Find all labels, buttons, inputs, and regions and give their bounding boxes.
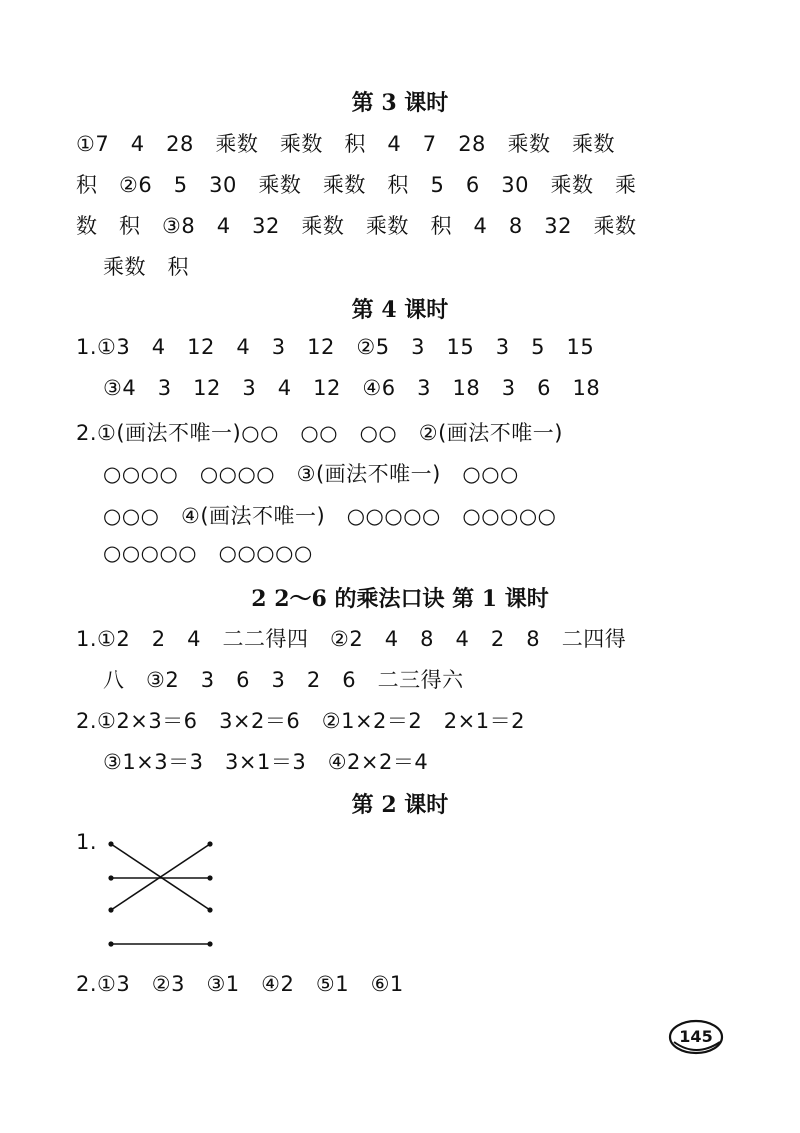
- answer-line: 乘数 积: [103, 255, 190, 279]
- answer-line: ③4 3 12 3 4 12 ④6 3 18 3 6 18: [103, 376, 601, 400]
- answer-line: 2.①2×3＝6 3×2＝6 ②1×2＝2 2×1＝2: [76, 709, 525, 733]
- answer-line: 2.①(画法不唯一)○○ ○○ ○○ ②(画法不唯一): [76, 421, 563, 445]
- section-heading-lesson-4: 第 4 课时: [351, 297, 449, 323]
- match-dot: [108, 907, 113, 912]
- answer-line: 1.①2 2 4 二二得四 ②2 4 8 4 2 8 二四得: [76, 627, 627, 651]
- match-dot: [207, 941, 212, 946]
- page-number-badge: [668, 1018, 724, 1056]
- matching-lines-diagram: [100, 832, 220, 957]
- answer-line: 数 积 ③8 4 32 乘数 乘数 积 4 8 32 乘数: [76, 214, 637, 238]
- answer-line: 2.①3 ②3 ③1 ④2 ⑤1 ⑥1: [76, 972, 404, 996]
- question-number: 1.: [76, 830, 98, 854]
- answer-line: 积 ②6 5 30 乘数 乘数 积 5 6 30 乘数 乘: [76, 173, 637, 197]
- section-heading-lesson-3: 第 3 课时: [351, 90, 449, 116]
- answer-line: ○○○○ ○○○○ ③(画法不唯一) ○○○: [103, 462, 519, 486]
- answer-line: ①7 4 28 乘数 乘数 积 4 7 28 乘数 乘数: [76, 132, 615, 156]
- answer-line: ○○○ ④(画法不唯一) ○○○○○ ○○○○○: [103, 504, 557, 528]
- answer-line: 八 ③2 3 6 3 2 6 二三得六: [103, 668, 464, 692]
- match-dot: [207, 907, 212, 912]
- match-dot: [108, 841, 113, 846]
- match-dot: [207, 841, 212, 846]
- answer-line: 1.①3 4 12 4 3 12 ②5 3 15 3 5 15: [76, 335, 595, 359]
- answer-line: ③1×3＝3 3×1＝3 ④2×2＝4: [103, 750, 429, 774]
- match-dot: [108, 875, 113, 880]
- section-heading-lesson-2: 第 2 课时: [351, 792, 449, 818]
- section-heading-unit-2-lesson-1: 2 2～6 的乘法口诀 第 1 课时: [251, 586, 549, 612]
- match-dot: [108, 941, 113, 946]
- match-dot: [207, 875, 212, 880]
- answer-line: ○○○○○ ○○○○○: [103, 541, 313, 565]
- page-number: 145: [679, 1027, 713, 1046]
